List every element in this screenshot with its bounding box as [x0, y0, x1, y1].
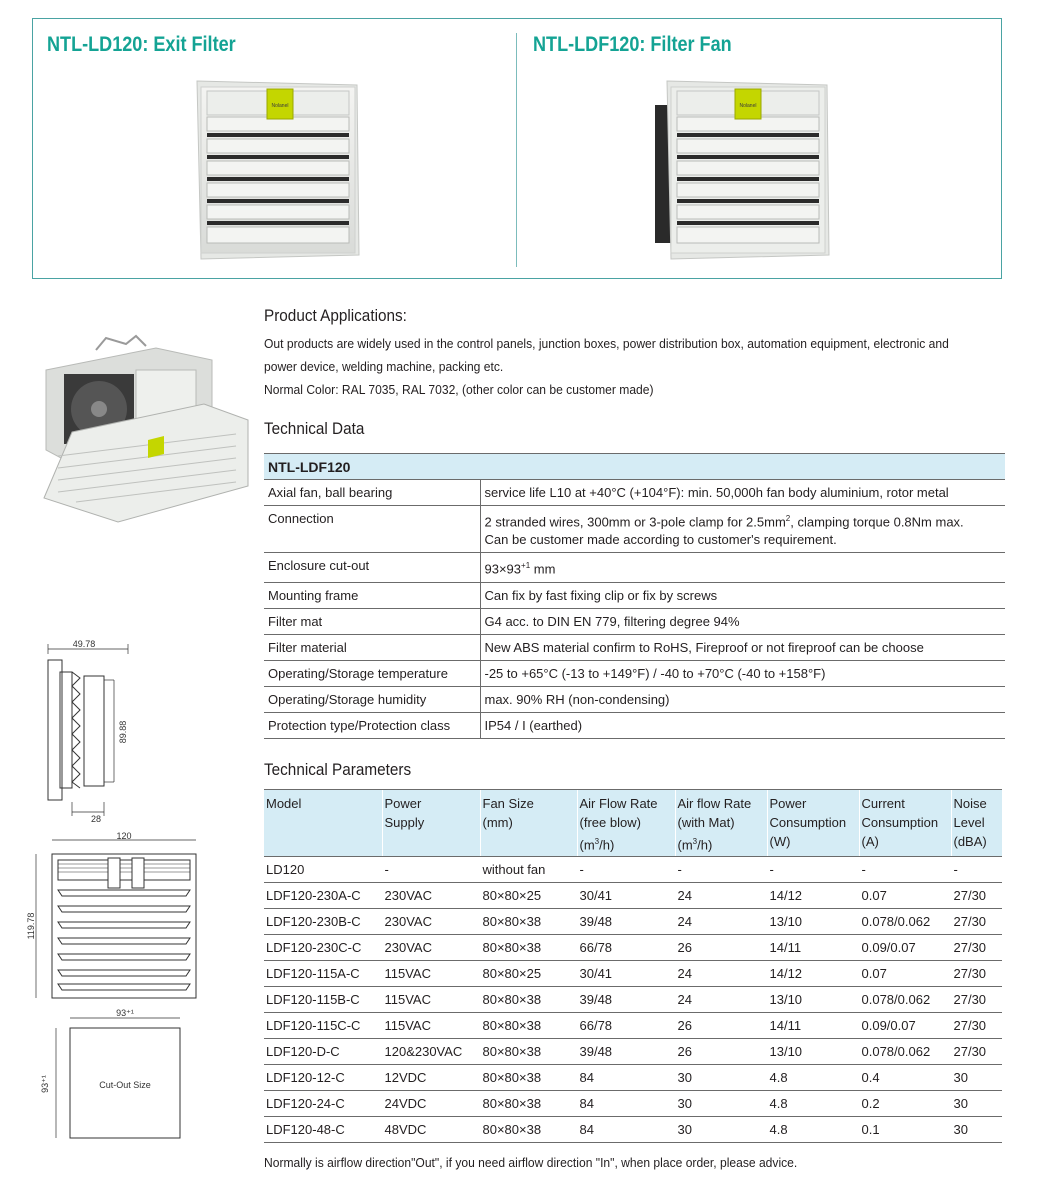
applications-line-2: power device, welding machine, packing etc.	[264, 359, 504, 374]
normal-color-line: Normal Color: RAL 7035, RAL 7032, (other color can be customer made)	[264, 382, 654, 397]
applications-line-1: Out products are widely used in the control panels, junction boxes, power distribution box, automation equipment, electronic and	[264, 336, 949, 351]
table-row: LDF120-115B-C 115VAC 80×80×38 39/48 24 13/10 0.078/0.062 27/30	[264, 987, 1002, 1013]
cutout-label: Cut-Out Size	[99, 1080, 151, 1090]
brand-badge-left: Nolanel	[271, 103, 289, 109]
table-row: LDF120-230C-C 230VAC 80×80×38 66/78 26 14/11 0.09/0.07 27/30	[264, 935, 1002, 961]
side-view-drawing	[30, 636, 160, 826]
table-row: Enclosure cut-out $93\times 93^{+1}$ mm	[264, 553, 1005, 582]
front-view-drawing	[28, 828, 198, 1003]
technical-data-title: Technical Data	[264, 419, 365, 438]
table-row: Operating/Storage humidity max. 90% RH (non-condensing)	[264, 686, 1005, 712]
technical-data-model: NTL-LDF120	[264, 454, 1005, 480]
table-row: LDF120-115A-C 115VAC 80×80×25 30/41 24 14/12 0.07 27/30	[264, 961, 1002, 987]
table-row: LDF120-D-C 120&230VAC 80×80×38 39/48 26 13/10 0.078/0.062 27/30	[264, 1039, 1002, 1065]
table-row: Filter mat G4 acc. to DIN EN 779, filtering degree 94%	[264, 608, 1005, 634]
col-fan-size: Fan Size (mm)	[480, 790, 577, 857]
technical-parameters-title: Technical Parameters	[264, 760, 412, 779]
table-row: Connection 2 stranded wires, 300mm or 3-pole clamp for $2.5mm^2$, clamping torque 0.8Nm max. Can be customer made according to customer's requirement.	[264, 506, 1005, 553]
table-row: Protection type/Protection class IP54 / I (earthed)	[264, 712, 1005, 738]
airflow-footnote: Normally is airflow direction"Out", if you need airflow direction "In", when place order, please advice.	[264, 1155, 798, 1170]
col-model: Model	[264, 790, 382, 857]
col-noise-level: Noise Level (dBA)	[951, 790, 1002, 857]
technical-data-header-row	[264, 454, 1005, 480]
applications-text	[264, 332, 1004, 401]
filter-fan-title: NTL-LDF120: Filter Fan	[533, 33, 732, 56]
col-current-consumption: Current Consumption (A)	[859, 790, 951, 857]
cutout-drawing	[38, 1006, 188, 1141]
cutout-height-label: 93⁺¹	[40, 1075, 50, 1093]
brand-badge-right: Nolanel	[739, 103, 757, 109]
exit-filter-title: NTL-LD120: Exit Filter	[47, 33, 236, 56]
col-air-flow-free: Air Flow Rate (free blow) $(m^3/h)$	[577, 790, 675, 857]
parameters-header-row	[264, 790, 1002, 857]
side-width-label: 49.78	[72, 639, 96, 649]
table-row: LDF120-48-C 48VDC 80×80×38 84 30 4.8 0.1 30	[264, 1117, 1002, 1143]
filter-fan-image	[653, 77, 831, 259]
side-height-label: 89.88	[118, 720, 128, 744]
table-row: LDF120-24-C 24VDC 80×80×38 84 30 4.8 0.2 30	[264, 1091, 1002, 1117]
cutout-width-label: 93⁺¹	[116, 1008, 134, 1018]
table-row: LDF120-230B-C 230VAC 80×80×38 39/48 24 13/10 0.078/0.062 27/30	[264, 909, 1002, 935]
technical-parameters-table	[264, 789, 1002, 1143]
exit-filter-image	[191, 77, 361, 259]
table-row: Filter material New ABS material confirm to RoHS, Fireproof or not fireproof can be choose	[264, 634, 1005, 660]
technical-data-table	[264, 453, 1005, 739]
table-row: LDF120-230A-C 230VAC 80×80×25 30/41 24 14/12 0.07 27/30	[264, 883, 1002, 909]
table-row: LD120 - without fan - - - - -	[264, 857, 1002, 883]
table-row: LDF120-12-C 12VDC 80×80×38 84 30 4.8 0.4 30	[264, 1065, 1002, 1091]
table-row: Mounting frame Can fix by fast fixing clip or fix by screws	[264, 582, 1005, 608]
front-width-label: 120	[116, 831, 132, 841]
product-banner	[32, 18, 1002, 279]
front-height-label: 119.78	[26, 912, 36, 940]
table-row: Operating/Storage temperature -25 to +65°C (-13 to +149°F) / -40 to +70°C (-40 to +158°F)	[264, 660, 1005, 686]
side-depth-label: 28	[90, 814, 102, 824]
table-row: Axial fan, ball bearing service life L10 at +40°C (+104°F): min. 50,000h fan body aluminium, rotor metal	[264, 480, 1005, 506]
col-air-flow-mat: Air flow Rate (with Mat) $(m^3/h)$	[675, 790, 767, 857]
col-power-supply: Power Supply	[382, 790, 480, 857]
banner-divider	[516, 33, 517, 267]
filter-fan-open-photo	[36, 330, 252, 525]
applications-title: Product Applications:	[264, 306, 407, 325]
table-row: LDF120-115C-C 115VAC 80×80×38 66/78 26 14/11 0.09/0.07 27/30	[264, 1013, 1002, 1039]
col-power-consumption: Power Consumption (W)	[767, 790, 859, 857]
